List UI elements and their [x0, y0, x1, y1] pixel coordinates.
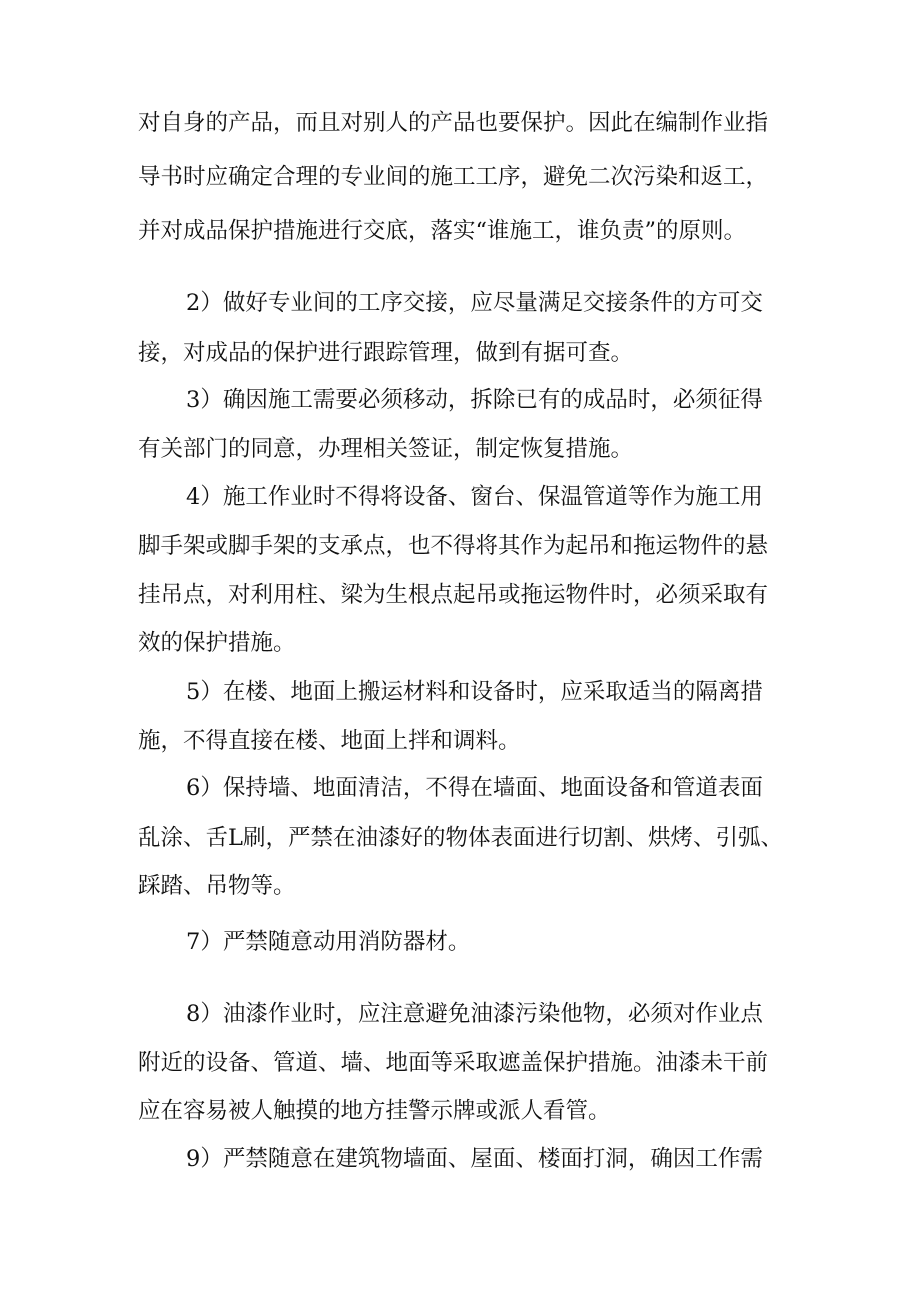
paragraph-1-line-3: 并对成品保护措施进行交底，落实“谁施工，谁负责”的原则。 — [138, 218, 747, 244]
paragraph-2-line-1: 2）做好专业间的工序交接，应尽量满足交接条件的方可交 — [186, 290, 763, 316]
paragraph-8-line-1: 8）油漆作业时，应注意避免油漆污染他物，必须对作业点 — [186, 1001, 763, 1027]
paragraph-8-line-3: 应在容易被人触摸的地方挂警示牌或派人看管。 — [138, 1098, 611, 1124]
paragraph-1-line-1: 对自身的产品，而且对别人的产品也要保护。因此在编制作业指 — [138, 110, 769, 136]
paragraph-8-line-2: 附近的设备、管道、墙、地面等采取遮盖保护措施。油漆未干前 — [138, 1050, 769, 1076]
paragraph-4-line-4: 效的保护措施。 — [138, 630, 296, 656]
paragraph-4-line-3: 挂吊点，对利用柱、梁为生根点起吊或拖运物件时，必须采取有 — [138, 582, 769, 608]
paragraph-7-line-1: 7）严禁随意动用消防器材。 — [186, 929, 471, 955]
paragraph-1-line-2: 导书时应确定合理的专业间的施工工序，避免二次污染和返工， — [138, 164, 769, 190]
paragraph-4-line-2: 脚手架或脚手架的支承点，也不得将其作为起吊和拖运物件的悬 — [138, 533, 769, 559]
paragraph-3-line-1: 3）确因施工需要必须移动，拆除已有的成品时，必须征得 — [186, 387, 763, 413]
paragraph-9-line-1: 9）严禁随意在建筑物墙面、屋面、楼面打洞，确因工作需 — [186, 1146, 763, 1172]
paragraph-3-line-2: 有关部门的同意，办理相关签证，制定恢复措施。 — [138, 436, 634, 462]
paragraph-6-line-1: 6）保持墙、地面清洁，不得在墙面、地面设备和管道表面 — [186, 775, 763, 801]
paragraph-4-line-1: 4）施工作业时不得将设备、窗台、保温管道等作为施工用 — [186, 484, 763, 510]
paragraph-5-line-1: 5）在楼、地面上搬运材料和设备时，应采取适当的隔离措 — [186, 679, 763, 705]
paragraph-5-line-2: 施，不得直接在楼、地面上拌和调料。 — [138, 728, 521, 754]
paragraph-2-line-2: 接，对成品的保护进行跟踪管理，做到有据可查。 — [138, 340, 634, 366]
paragraph-6-line-3: 踩踏、吊物等。 — [138, 873, 296, 899]
paragraph-6-line-2: 乱涂、舌L刷，严禁在油漆好的物体表面进行切割、烘烤、引弧、 — [138, 825, 783, 851]
